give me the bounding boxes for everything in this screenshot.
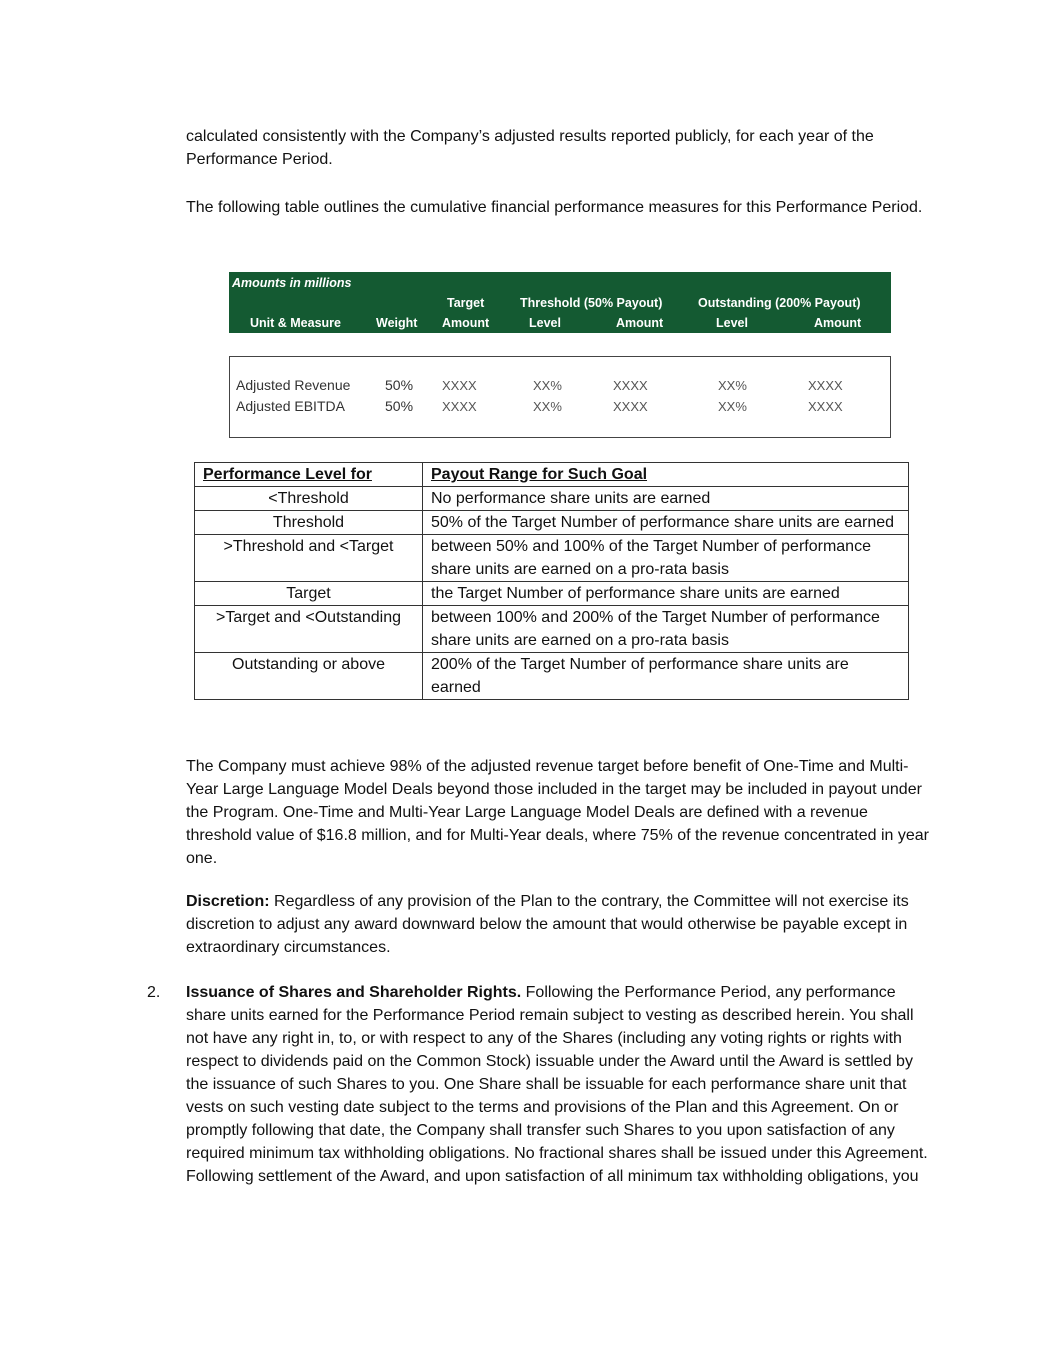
payout-range: the Target Number of performance share units are earned [423,582,909,606]
row-outstanding-amount: XXXX [808,378,843,393]
performance-level: Target [195,582,423,606]
table-row [195,535,909,582]
performance-level: Outstanding or above [195,653,423,700]
performance-level: Threshold [195,511,423,535]
amounts-caption: Amounts in millions [232,276,352,290]
row-threshold-amount: XXXX [613,378,648,393]
discretion-paragraph [186,890,931,959]
payout-range: 200% of the Target Number of performance share units are earned [423,653,909,700]
row-weight: 50% [385,377,414,393]
table-row [195,487,909,511]
row-measure: Adjusted EBITDA [236,398,345,414]
revenue-note: The Company must achieve 98% of the adjusted revenue target before benefit of One-Time and Multi-Year Large Language Model Deals beyond those included in the target may be included in payout under the Program. One-Time and Multi-Year Large Language Model Deals are defined with a revenue threshold value of $16.8 million, and for Multi-Year deals, where 75% of the revenue concentrated in year one. [186,758,929,867]
header-weight: Weight [376,316,418,330]
row-outstanding-amount: XXXX [808,399,843,414]
table-row [195,511,909,535]
section-number: 2. [147,984,161,1001]
row-threshold-amount: XXXX [613,399,648,414]
table-row [195,606,909,653]
table-intro: The following table outlines the cumulative financial performance measures for this Performance Period. [186,199,923,216]
row-threshold-level: XX% [533,399,562,414]
performance-level-table [194,462,909,700]
header-payout-range: Payout Range for Such Goal [423,463,909,487]
row-threshold-level: XX% [533,378,562,393]
table-header-row [195,463,909,487]
header-performance-level: Performance Level for [195,463,423,487]
performance-level: >Target and <Outstanding [195,606,423,653]
performance-level: <Threshold [195,487,423,511]
financial-table-header [229,272,891,333]
payout-range: 50% of the Target Number of performance share units are earned [423,511,909,535]
header-unit-measure: Unit & Measure [250,316,341,330]
payout-range: between 100% and 200% of the Target Number of performance share units are earned on a pro-rata basis [423,606,909,653]
header-threshold-amount: Amount [616,316,664,330]
row-measure: Adjusted Revenue [236,377,351,393]
intro-continuation: calculated consistently with the Company’s adjusted results reported publicly, for each year of the Performance Period. [186,128,874,168]
header-target-amount: Amount [442,316,490,330]
header-outstanding-group: Outstanding (200% Payout) [698,296,861,310]
table-row [195,653,909,700]
financial-table-body [229,356,891,438]
discretion-label: Discretion: [186,893,270,910]
section-heading: Issuance of Shares and Shareholder Rights. [186,984,522,1001]
section-issuance-of-shares [186,981,931,1188]
performance-level: >Threshold and <Target [195,535,423,582]
discretion-text: Regardless of any provision of the Plan to the contrary, the Committee will not exercise its discretion to adjust any award downward below the amount that would otherwise be payable except in extraordinary circumstances. [186,893,909,956]
header-threshold-level: Level [529,316,561,330]
payout-range: between 50% and 100% of the Target Number of performance share units are earned on a pro-rata basis [423,535,909,582]
header-threshold-group: Threshold (50% Payout) [520,296,663,310]
row-outstanding-level: XX% [718,399,747,414]
row-target-amount: XXXX [442,399,477,414]
row-target-amount: XXXX [442,378,477,393]
table-row [195,582,909,606]
row-outstanding-level: XX% [718,378,747,393]
section-text: Following the Performance Period, any performance share units earned for the Performance Period remain subject to vesting as described herein. You shall not have any right in, to, or with respect to any of the Shares (including any voting rights or rights with respect to dividends paid on the Common Stock) issuable under the Award until the Award is settled by the issuance of such Shares to you. One Share shall be issuable for each performance share unit that vests on such vesting date subject to the terms and provisions of the Plan and this Agreement. On or promptly following that date, the Company shall transfer such Shares to you upon satisfaction of any required minimum tax withholding obligations. No fractional shares shall be issued under this Agreement. Following settlement of the Award, and upon satisfaction of all minimum tax withholding obligations, you [186,984,928,1185]
header-target-top: Target [447,296,485,310]
payout-range: No performance share units are earned [423,487,909,511]
row-weight: 50% [385,398,414,414]
header-outstanding-level: Level [716,316,748,330]
header-outstanding-amount: Amount [814,316,862,330]
